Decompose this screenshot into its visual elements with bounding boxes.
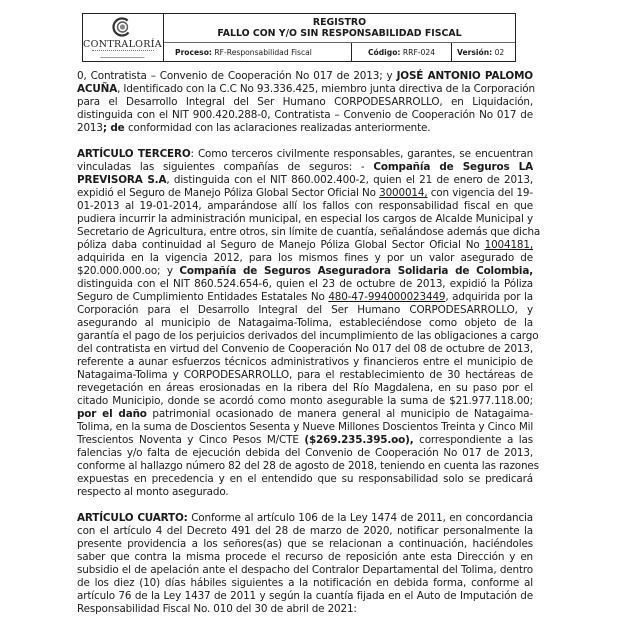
text-line — [77, 239, 533, 252]
text-segment: 0, Contratista – Convenio de Cooperación No 017 de 2013; y — [77, 70, 397, 82]
text-line — [77, 278, 533, 291]
proceso-value: RF-Responsabilidad Fiscal — [214, 48, 312, 57]
codigo-label: Código: — [367, 48, 401, 57]
bold-text: ARTÍCULO TERCERO — [77, 148, 191, 160]
bold-text: ARTÍCULO CUARTO: — [77, 512, 188, 524]
text-segment: con vigencia del 19- — [427, 187, 533, 199]
bold-text: por el daño — [77, 408, 147, 420]
text-line — [77, 434, 533, 447]
text-line — [77, 330, 539, 343]
bold-text: ($269.235.395.oo), — [304, 434, 414, 446]
text-segment: respecto al monto asegurado. — [77, 486, 229, 498]
text-segment: expuestas en precedencia y en el entendido que su responsabilidad solo se predicará — [77, 473, 533, 485]
text-line — [77, 473, 533, 486]
text-segment: correspondiente a las — [413, 434, 533, 446]
document-title — [164, 14, 515, 43]
text-segment: Corporación para el Desarrollo Integral del Ser Humano CORPODESARROLLO, y — [77, 304, 533, 316]
text-line — [77, 161, 533, 174]
text-segment: artículo 76 de la Ley 1437 de 2011 y según la cuantía fijada en el Auto de Imputación de — [77, 590, 533, 602]
text-segment: del contratista en virtud del Convenio de Cooperación No 017 del 08 de octubre de 2013, — [77, 343, 533, 355]
text-line — [77, 590, 533, 603]
text-segment: 2013 — [77, 122, 103, 134]
text-segment: falencias y/o falta de ejecución debida del Convenio de Cooperación No 017 de 2013, — [77, 447, 533, 459]
text-line — [77, 343, 533, 356]
codigo-cell — [352, 43, 452, 61]
text-line — [77, 213, 533, 226]
text-segment: pudiera incurrir la administración municipal, en especial los cargos de Alcalde Municipal y — [77, 213, 533, 225]
text-segment: : Como terceros civilmente responsables, garantes, se encuentran — [190, 148, 533, 160]
text-segment: conformidad con las aclaraciones realizadas anteriormente. — [127, 122, 431, 134]
bold-text: ACUÑA — [77, 83, 118, 95]
bold-text: Compañía de Seguros LA — [373, 161, 534, 173]
proceso-cell — [164, 43, 352, 61]
text-line — [77, 174, 533, 187]
text-line — [77, 525, 533, 538]
text-segment: distinguida con el NIT 900.420.288-0, Contratista – Convenio de Cooperación No 017 de — [77, 109, 533, 121]
proceso-label: Proceso: — [175, 48, 212, 57]
document-header-table — [82, 13, 516, 62]
title-line-2: FALLO CON Y/O SIN RESPONSABILIDAD FISCAL — [217, 28, 462, 39]
text-line — [77, 369, 533, 382]
text-line — [77, 421, 533, 434]
underlined-number: 480-47-994000023449 — [328, 291, 446, 303]
version-cell — [452, 43, 515, 61]
text-segment: , Identificado con la C.C No 93.336.425, miembro junta directiva de la Corporación — [117, 83, 535, 95]
text-segment: 01-2013 al 19-01-2014, amparándose allí los fallos con responsabilidad fiscal en que — [77, 200, 533, 212]
underlined-number: 1004181, — [484, 239, 533, 251]
text-segment: póliza daba continuidad al Seguro de Manejo Póliza Global Sector Oficial No — [77, 239, 485, 251]
text-line — [77, 577, 533, 590]
text-segment: Seguro de Cumplimiento Entidades Estatales No — [77, 291, 329, 303]
version-value: 02 — [494, 48, 505, 57]
text-line — [77, 460, 539, 473]
text-line — [77, 408, 533, 421]
text-line — [77, 252, 533, 265]
paragraph-articulo-cuarto — [77, 512, 533, 616]
text-segment: Responsabilidad Fiscal No. 010 del 30 de abril de 2021: — [77, 603, 357, 615]
text-segment: asegurando al municipio de Natagaima-Tolima, estableciéndose como objeto de la — [77, 317, 533, 329]
underlined-number: 3000014, — [379, 187, 428, 199]
text-segment: distinguida con el NIT 860.524.654-6, quien el 23 de octubre de 2013, expidió la Póliza — [77, 278, 533, 290]
text-line — [77, 109, 533, 122]
text-line — [77, 564, 533, 577]
text-segment: Trescientos Noventa y Cinco Pesos M/CTE — [77, 434, 305, 446]
text-line — [77, 83, 533, 96]
text-segment: $20.000.000.oo; y — [77, 265, 180, 277]
text-segment: patrimonial ocasionado de manera general al municipio de Natagaima- — [146, 408, 534, 420]
text-segment: con el artículo 4 del Decreto 491 del 28 de marzo de 2020, notificar personalmente la — [77, 525, 533, 537]
text-line — [77, 265, 533, 278]
bold-text: PREVISORA S.A — [77, 174, 167, 186]
text-line — [77, 538, 533, 551]
text-segment: , adquirida por la — [445, 291, 533, 303]
text-line — [77, 291, 533, 304]
text-segment: adquirida en la vigencia 2012, para los mismos fines y por un valor asegurado de — [77, 252, 533, 264]
text-line — [77, 70, 533, 83]
paragraph-articulo-tercero — [77, 148, 541, 499]
logo-tagline-signature — [100, 54, 145, 58]
text-segment: expidió el Seguro de Manejo Póliza Global Sector Oficial No — [77, 187, 380, 199]
text-segment: de los diez (10) días hábiles siguientes a la notificación en debida forma, conforme al — [77, 577, 533, 589]
bold-text: ; de — [102, 122, 128, 134]
text-line — [77, 356, 533, 369]
text-segment: Natagaima-Tolima y CORPODESARROLLO, para el restablecimiento de 30 hectáreas de — [77, 369, 533, 381]
text-line — [77, 512, 533, 525]
text-segment: garantía el pago de los perjuicios derivados del incumplimiento de las obligaciones a cargo — [77, 330, 539, 342]
text-line — [77, 148, 533, 161]
text-line — [77, 395, 533, 408]
text-line — [77, 447, 533, 460]
bold-text: Compañía de Seguros Aseguradora Solidaria de Colombia, — [179, 265, 533, 277]
bold-text: JOSÉ ANTONIO PALOMO — [396, 70, 533, 82]
text-segment: revegetación en áreas erosionadas en la ribera del Río Magdalena, en su paso por el — [77, 382, 533, 394]
header-meta-row — [164, 43, 515, 61]
text-segment: citado Municipio, donde se acordó como monto asegurable la suma de $21.977.118.00; — [77, 395, 533, 407]
text-segment: saber que contra la misma procede el recurso de reposición ante esta Dirección y en — [77, 551, 533, 563]
contraloria-logo — [83, 14, 164, 61]
text-line — [77, 200, 533, 213]
text-segment: Conforme al artículo 106 de la Ley 1474 de 2011, en concordancia — [187, 512, 533, 524]
text-line — [77, 96, 533, 109]
text-line — [77, 226, 541, 239]
text-line — [77, 603, 533, 616]
contraloria-emblem-icon — [112, 17, 132, 37]
logo-subtitle-line — [92, 50, 154, 53]
text-line — [77, 122, 533, 135]
paragraph-contratista — [77, 70, 533, 135]
title-line-1: REGISTRO — [312, 17, 367, 28]
text-line — [77, 551, 533, 564]
text-segment: vinculadas las siguientes compañías de seguros: - — [77, 161, 374, 173]
text-line — [77, 304, 533, 317]
text-segment: referente a aunar esfuerzos técnicos administrativos y financieros entre el municipio de — [77, 356, 533, 368]
text-segment: subsidio el de apelación ante el despacho del Contralor Departamental del Tolima, dentro — [77, 564, 533, 576]
text-segment: Secretario de Agricultura, entre otros, sin límite de cuantía, señalándose además que dicha — [77, 226, 541, 238]
document-body — [77, 70, 541, 616]
text-segment: , distinguida con el NIT 860.002.400-2, quien el 21 de enero de 2013, — [166, 174, 533, 186]
text-line — [77, 187, 533, 200]
text-line — [77, 486, 533, 499]
text-segment: para el Desarrollo Integral del Ser Humano CORPODESARROLLO, en Liquidación, — [77, 96, 533, 108]
text-segment: Tolima, en la suma de Doscientos Sesenta y Nueve Millones Doscientos Treinta y Cinco Mil — [77, 421, 534, 433]
text-segment: presente providencia a los señores(as) que se relacionan a continuación, haciéndoles — [77, 538, 533, 550]
codigo-value: RRF-024 — [402, 48, 436, 57]
version-label: Versión: — [457, 48, 493, 57]
text-line — [77, 317, 533, 330]
text-segment: conforme al hallazgo número 82 del 28 de agosto de 2018, teniendo en cuenta las razones — [77, 460, 539, 472]
logo-brand-text: CONTRALORÍA — [83, 39, 162, 50]
text-line — [77, 382, 533, 395]
